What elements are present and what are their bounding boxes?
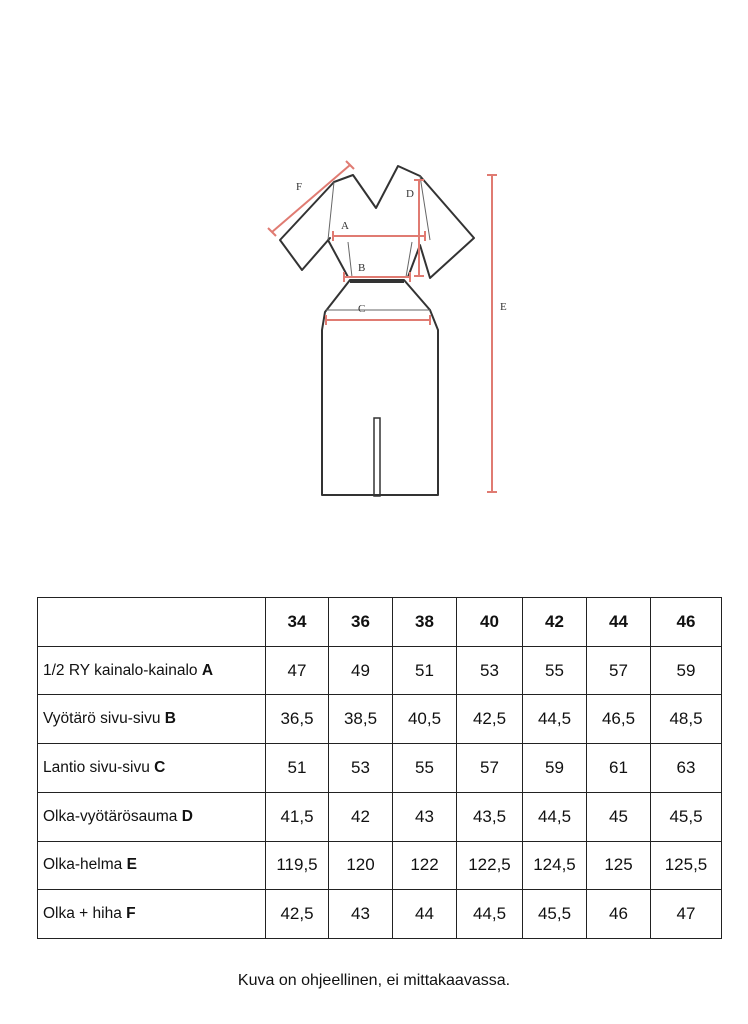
row-letter: A (201, 661, 214, 679)
table-cell: 44,5 (523, 792, 587, 841)
table-cell: 38,5 (329, 695, 393, 744)
table-cell: 42 (329, 792, 393, 841)
table-row (38, 695, 722, 744)
table-cell: 44,5 (523, 695, 587, 744)
table-cell: 43,5 (457, 792, 523, 841)
size-header: 38 (393, 598, 457, 647)
label-c: C (358, 303, 366, 315)
table-cell: 40,5 (393, 695, 457, 744)
row-label: Olka + hiha F (38, 890, 266, 939)
table-cell: 122 (393, 841, 457, 890)
table-cell: 45 (587, 792, 651, 841)
table-cell: 125 (587, 841, 651, 890)
table-cell: 61 (587, 744, 651, 793)
size-header: 34 (266, 598, 329, 647)
row-letter: E (126, 856, 137, 874)
table-cell: 36,5 (266, 695, 329, 744)
table-cell: 59 (523, 744, 587, 793)
dress-slit (374, 418, 380, 496)
table-cell: 122,5 (457, 841, 523, 890)
table-cell: 45,5 (651, 792, 722, 841)
row-letter: B (164, 710, 176, 728)
table-cell: 47 (266, 646, 329, 695)
label-a: A (341, 220, 349, 232)
table-cell: 53 (457, 646, 523, 695)
row-label: Vyötärö sivu-sivu B (38, 695, 266, 744)
table-cell: 49 (329, 646, 393, 695)
table-cell: 44,5 (457, 890, 523, 939)
label-e: E (500, 301, 507, 313)
row-letter: F (126, 905, 136, 923)
table-cell: 41,5 (266, 792, 329, 841)
size-header: 36 (329, 598, 393, 647)
table-cell: 46 (587, 890, 651, 939)
table-cell: 47 (651, 890, 722, 939)
size-header: 42 (523, 598, 587, 647)
table-row (38, 890, 722, 939)
table-cell: 43 (329, 890, 393, 939)
table-cell: 55 (523, 646, 587, 695)
header-empty-cell (38, 598, 266, 647)
table-cell: 124,5 (523, 841, 587, 890)
table-cell: 125,5 (651, 841, 722, 890)
label-d: D (406, 188, 414, 200)
table-row (38, 792, 722, 841)
table-cell: 51 (393, 646, 457, 695)
size-table (37, 597, 722, 939)
table-cell: 59 (651, 646, 722, 695)
row-letter: C (154, 758, 166, 776)
row-letter: D (181, 807, 193, 825)
table-cell: 48,5 (651, 695, 722, 744)
size-header: 44 (587, 598, 651, 647)
size-header-row (38, 598, 722, 647)
row-label: Olka-vyötärösauma D (38, 792, 266, 841)
table-cell: 42,5 (266, 890, 329, 939)
size-header: 40 (457, 598, 523, 647)
table-cell: 45,5 (523, 890, 587, 939)
table-cell: 51 (266, 744, 329, 793)
label-b: B (358, 262, 366, 274)
table-cell: 46,5 (587, 695, 651, 744)
table-row (38, 646, 722, 695)
table-row (38, 841, 722, 890)
measurement-lines (268, 161, 497, 492)
table-cell: 44 (393, 890, 457, 939)
caption: Kuva on ohjeellinen, ei mittakaavassa. (237, 972, 511, 989)
table-cell: 43 (393, 792, 457, 841)
table-cell: 53 (329, 744, 393, 793)
table-cell: 63 (651, 744, 722, 793)
table-cell: 55 (393, 744, 457, 793)
measure-line-f (272, 165, 350, 232)
table-cell: 120 (329, 841, 393, 890)
label-f: F (296, 181, 303, 193)
table-cell: 57 (587, 646, 651, 695)
row-label: 1/2 RY kainalo-kainalo A (38, 646, 266, 695)
dress-outline (280, 166, 474, 495)
table-cell: 42,5 (457, 695, 523, 744)
size-header: 46 (651, 598, 722, 647)
table-cell: 119,5 (266, 841, 329, 890)
row-label: Olka-helma E (38, 841, 266, 890)
table-cell: 57 (457, 744, 523, 793)
row-label: Lantio sivu-sivu C (38, 744, 266, 793)
table-row (38, 744, 722, 793)
